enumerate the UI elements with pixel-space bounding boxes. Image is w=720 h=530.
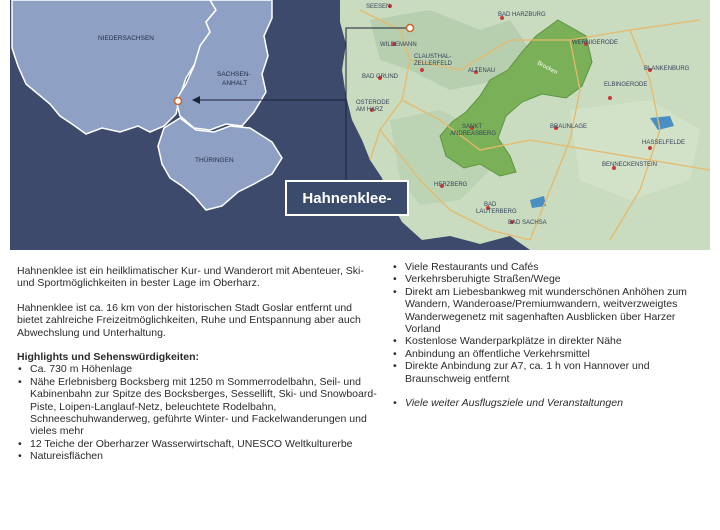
town-label: SEESEN (366, 4, 391, 10)
state-label-thueringen: THÜRINGEN (195, 157, 234, 164)
town-label: BAD SACHSA (508, 220, 547, 226)
town-label: BENNECKENSTEIN (602, 162, 658, 168)
footer-italic-item: • Viele weiter Ausflugsziele und Veranstaltungen (392, 397, 712, 409)
list-item: • Kostenlose Wanderparkplätze in direkter Nähe (392, 335, 712, 347)
town-label: LAUTERBERG (476, 209, 517, 215)
town-label: BRAUNLAGE (550, 124, 588, 130)
map-panel (10, 0, 710, 250)
location-callout (285, 180, 409, 216)
amenities-list (392, 261, 712, 385)
town-label: WILDEMANN (380, 42, 417, 48)
town-label: ALTENAU (468, 68, 496, 74)
town-label: CLAUSTHAL- (414, 54, 452, 60)
list-item: • Viele Restaurants und Cafés (392, 261, 712, 273)
list-item: • Nähe Erlebnisberg Bocksberg mit 1250 m Sommerrodelbahn, Seil- und Kabinenbahn zur Spitze des Bocksberges, Sessellift, Ski- und Snowboard-Piste, Loipen-Langlauf-Netz, beleuchtete Rodelbahn, Schneeschuhwanderweg, geführte Winter- und Fackelwanderungen und vieles mehr (17, 376, 377, 438)
town-label: OSTERODE (356, 100, 390, 106)
list-item: • Verkehrsberuhigte Straßen/Wege (392, 273, 712, 285)
town-label: SANKT (462, 124, 483, 130)
state-label-sachsen-anhalt-2: ANHALT (222, 80, 248, 87)
town-label: HERZBERG (434, 182, 468, 188)
town-label: BLANKENBURG (644, 66, 690, 72)
town-label: WERNIGERODE (572, 40, 619, 46)
town-label: ANDREASBERG (450, 131, 497, 137)
left-column (17, 265, 377, 463)
state-label-sachsen-anhalt-1: SACHSEN- (217, 71, 251, 78)
town-label: HASSELFELDE (642, 140, 686, 146)
callout-label: Hahnenklee- (302, 189, 392, 207)
list-item: • Natureisflächen (17, 450, 377, 462)
state-label-niedersachsen: NIEDERSACHSEN (98, 35, 154, 42)
town-label: ELBINGERODE (604, 82, 648, 88)
location-dot (175, 98, 182, 105)
highlights-heading: Highlights und Sehenswürdigkeiten: (17, 351, 200, 364)
right-column (392, 261, 712, 409)
town-label: BAD (484, 202, 497, 208)
town-label: BAD HARZBURG (498, 12, 546, 18)
list-item: • Direkte Anbindung zur A7, ca. 1 h von Hannover und Braunschweig entfernt (392, 360, 712, 385)
location-dot (407, 25, 414, 32)
intro-paragraph: Hahnenklee ist ein heilklimatischer Kur- und Wanderort mit Abenteuer, Ski- und Sportmöglichkeiten in bester Lage im Oberharz. (17, 265, 364, 290)
list-item: • Anbindung an öffentliche Verkehrsmittel (392, 348, 712, 360)
list-item: • 12 Teiche der Oberharzer Wasserwirtschaft, UNESCO Weltkulturerbe (17, 438, 377, 450)
distance-paragraph: Hahnenklee ist ca. 16 km von der historischen Stadt Goslar entfernt und bietet zahlreiche Freizeitmöglichkeiten, Ruhe und Entspannung aber auch Abwechslung und Unterhaltung. (17, 301, 361, 339)
town-label: AM HARZ (356, 107, 383, 113)
town-label: ZELLERFELD (414, 61, 453, 67)
town-label: BAD GRUND (362, 74, 399, 80)
highlights-list (17, 363, 377, 462)
extra-list (392, 397, 712, 409)
park-label: Brocken (536, 60, 559, 77)
list-item: • Ca. 730 m Höhenlage (17, 363, 377, 375)
list-item: • Direkt am Liebesbankweg mit wunderschönen Anhöhen zum Wandern, Wanderoase/Premiumwandern, weitverzweigtes Wanderwegenetz mit sagenhaften Ausblicken über Harzer Vorland (392, 286, 712, 336)
